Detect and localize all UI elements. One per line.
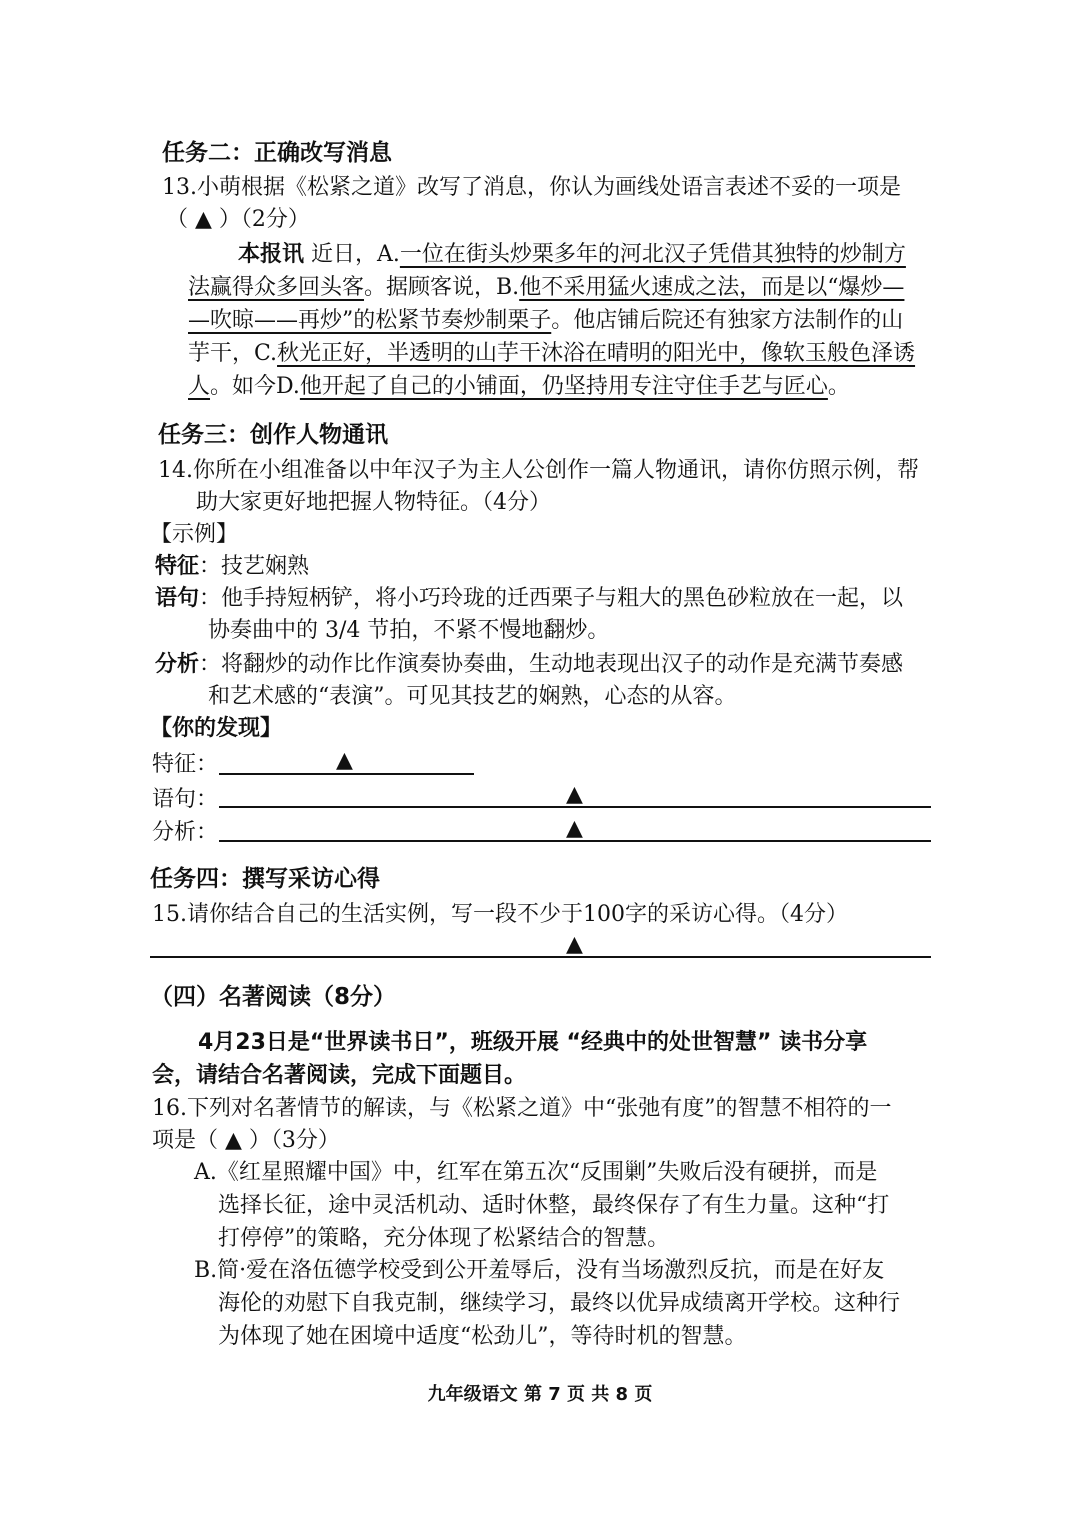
feature-label: 特征 bbox=[155, 554, 200, 579]
section4-intro-line2: 会，请结合名著阅读，完成下面题目。 bbox=[152, 1063, 527, 1088]
news-line2 bbox=[188, 273, 904, 303]
task4-heading: 任务四：撰写采访心得 bbox=[150, 866, 380, 892]
option-a-underlined-cont: 法赢得众多回头客 bbox=[188, 275, 365, 300]
option-a-underlined: 一位在街头炒栗多年的河北汉子凭借其独特的炒制方 bbox=[399, 242, 906, 267]
option-b-underlined-cont: —吹晾——再炒”的松紧节奏炒制栗子 bbox=[188, 308, 552, 333]
q16-line2: 项是（ ▲ ）（3分） bbox=[152, 1128, 340, 1153]
answer-triangle-icon: ▲ bbox=[566, 816, 583, 841]
q14-line2: 助大家更好地把握人物特征。（4分） bbox=[196, 490, 551, 515]
option-b-underlined: 他不采用猛火速成之法，而是以“爆炒— bbox=[519, 275, 905, 300]
answer-q15-blank[interactable] bbox=[150, 956, 931, 958]
answer-triangle-icon: ▲ bbox=[336, 748, 353, 773]
q14-line1: 14.你所在小组准备以中年汉子为主人公创作一篇人物通讯，请你仿照示例，帮 bbox=[158, 458, 919, 483]
option-b-line1: B.简·爱在洛伍德学校受到公开羞辱后，没有当场激烈反抗，而是在好友 bbox=[194, 1258, 885, 1283]
analysis-label: 分析 bbox=[155, 652, 200, 677]
news-text: 。 bbox=[827, 374, 850, 399]
news-label: 本报讯 bbox=[238, 242, 305, 267]
q13-line1: 13.小萌根据《松紧之道》改写了消息，你认为画线处语言表述不妥的一项是 bbox=[162, 175, 901, 200]
option-a-line1: A.《红星照耀中国》中，红军在第五次“反围剿”失败后没有硬拼，而是 bbox=[194, 1160, 878, 1185]
answer-feature-label: 特征： bbox=[152, 752, 219, 777]
news-text: 。如今D. bbox=[210, 374, 300, 399]
q13-line2: （ ▲ ）（2分） bbox=[166, 207, 310, 232]
example-analysis-line2: 和艺术感的“表演”。可见其技艺的娴熟，心态的从容。 bbox=[208, 684, 737, 709]
example-sentence-line2: 协奏曲中的 3/4 节拍，不紧不慢地翻炒。 bbox=[208, 618, 610, 643]
news-line3 bbox=[188, 306, 903, 336]
task2-heading: 任务二：正确改写消息 bbox=[162, 140, 392, 166]
example-feature bbox=[155, 552, 309, 582]
example-label: 【示例】 bbox=[150, 522, 239, 547]
example-analysis-line1 bbox=[155, 650, 903, 680]
option-a-line2: 选择长征，途中灵活机动、适时休整，最终保存了有生力量。这种“打 bbox=[218, 1193, 890, 1218]
feature-text: ：技艺娴熟 bbox=[199, 554, 310, 579]
news-text: 。他店铺后院还有独家方法制作的山 bbox=[551, 308, 904, 333]
news-text: 近日，A. bbox=[304, 242, 400, 267]
answer-analysis-label: 分析： bbox=[152, 820, 219, 845]
option-b-line2: 海伦的劝慰下自我克制，继续学习，最终以优异成绩离开学校。这种行 bbox=[218, 1291, 901, 1316]
option-c-underlined: 秋光正好，半透明的山芋干沐浴在晴明的阳光中，像软玉般色泽诱 bbox=[277, 341, 916, 366]
q16-line1: 16.下列对名著情节的解读，与《松紧之道》中“张弛有度”的智慧不相符的一 bbox=[152, 1096, 892, 1121]
analysis-text: ：将翻炒的动作比作演奏协奏曲，生动地表现出汉子的动作是充满节奏感 bbox=[199, 652, 904, 677]
news-text: 芋干，C. bbox=[188, 341, 278, 366]
page-footer: 九年级语文 第 7 页 共 8 页 bbox=[427, 1384, 653, 1405]
section4-intro-line1: 4月23日是“世界读书日”，班级开展 “经典中的处世智慧” 读书分享 bbox=[198, 1030, 868, 1055]
answer-triangle-icon: ▲ bbox=[566, 782, 583, 807]
option-d-underlined: 他开起了自己的小铺面，仍坚持用专注守住手艺与匠心 bbox=[299, 374, 828, 399]
option-c-underlined-cont: 人 bbox=[188, 374, 211, 399]
news-line1 bbox=[238, 240, 906, 270]
answer-sentence-label: 语句： bbox=[152, 787, 219, 812]
news-line4 bbox=[188, 339, 915, 369]
example-sentence-line1 bbox=[155, 584, 903, 614]
discover-label: 【你的发现】 bbox=[150, 716, 283, 741]
sentence-label: 语句 bbox=[155, 586, 200, 611]
option-b-line3: 为体现了她在困境中适度“松劲儿”，等待时机的智慧。 bbox=[218, 1324, 747, 1349]
news-line5 bbox=[188, 372, 850, 402]
answer-feature-blank[interactable] bbox=[219, 773, 474, 775]
option-a-line3: 打停停”的策略，充分体现了松紧结合的智慧。 bbox=[218, 1226, 670, 1251]
section4-heading: （四）名著阅读（8分） bbox=[150, 984, 397, 1010]
answer-triangle-icon: ▲ bbox=[566, 932, 583, 957]
sentence-text: ：他手持短柄铲，将小巧玲珑的迁西栗子与粗大的黑色砂粒放在一起，以 bbox=[199, 586, 904, 611]
news-text: 。据顾客说，B. bbox=[364, 275, 520, 300]
task3-heading: 任务三：创作人物通讯 bbox=[158, 422, 388, 448]
q15-line: 15.请你结合自己的生活实例，写一段不少于100字的采访心得。（4分） bbox=[152, 902, 848, 927]
